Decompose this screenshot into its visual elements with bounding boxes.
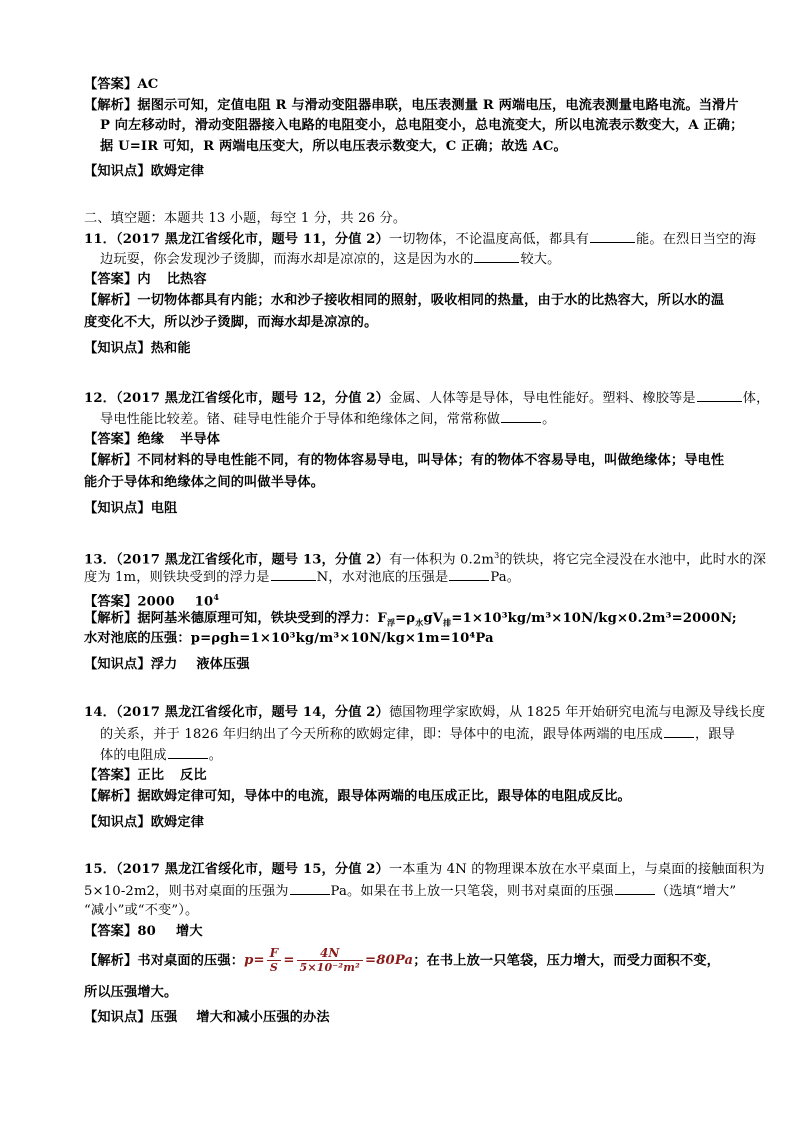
analysis-text: =ρ (395, 611, 416, 626)
q15-stem-line2 (84, 882, 736, 901)
analysis-tag: 【解析】 (84, 953, 138, 969)
fraction (297, 946, 363, 975)
fraction-denominator: S (269, 961, 279, 974)
answer-blank (290, 882, 330, 895)
stem-text: Pa。如果在书上放一只笔袋，则书对桌面的压强 (330, 884, 614, 899)
section-heading: 二、填空题：本题共 13 小题，每空 1 分，共 26 分。 (84, 211, 407, 226)
answer-value: 10 (194, 594, 214, 610)
answer-value: 80 (137, 924, 157, 939)
fraction-numerator: 4N (297, 946, 363, 961)
q14-stem-line2 (100, 725, 735, 744)
q13-knowledge-line (84, 656, 250, 674)
subscript: 排 (443, 617, 452, 628)
q12-stem-line1 (84, 389, 769, 408)
question-head: 14．（2017 黑龙江省绥化市，题号 14，分值 2） (84, 705, 389, 720)
knowledge-tag: 【知识点】 (84, 501, 151, 516)
stem-text: 5×10-2m2，则书对桌面的压强为 (84, 884, 289, 899)
q13-stem-line1 (84, 547, 766, 569)
q11-analysis-line1 (84, 292, 724, 310)
answer-blank (697, 389, 742, 402)
answer-tag: 【答案】 (84, 924, 138, 939)
stem-text: （选填“增大” (655, 884, 737, 899)
knowledge-tag: 【知识点】 (84, 815, 151, 830)
stem-text: 度为 1m，则铁块受到的浮力是 (84, 570, 270, 585)
analysis-tag: 【解析】 (84, 98, 138, 113)
q15-knowledge-line (84, 1009, 330, 1027)
answer-blank (449, 568, 489, 581)
answer-value: 比热容 (166, 272, 207, 287)
stem-text: Pa。 (490, 570, 521, 585)
q12-stem-line2 (100, 410, 555, 429)
q15-analysis-line2: 所以压强增大。 (84, 985, 178, 1000)
stem-text: 能。在烈日当空的海 (636, 232, 757, 247)
question-head: 15．（2017 黑龙江省绥化市，题号 15，分值 2） (84, 862, 389, 877)
stem-text: 的铁块，将它完全浸没在水池中，此时水的深 (499, 552, 767, 568)
analysis-text: 一切物体都具有内能；水和沙子接收相同的照射，吸收相同的热量，由于水的比热容大，所以水的温 (137, 293, 725, 308)
answer-value: AC (137, 77, 159, 92)
answer-blank (615, 882, 655, 895)
formula-result: 80Pa (376, 953, 414, 968)
q12-analysis-line1 (84, 452, 724, 470)
q11-analysis-line2: 度变化不大，所以沙子烫脚，而海水却是凉凉的。 (84, 315, 378, 330)
answer-blank (501, 410, 541, 423)
stem-text: 。 (542, 412, 556, 427)
answer-blank (271, 568, 316, 581)
knowledge-value: 热和能 (150, 341, 191, 356)
q14-stem-line3 (100, 746, 222, 765)
fraction-denominator: 5×10⁻²m² (299, 961, 360, 974)
analysis-text: gV (423, 611, 444, 626)
q11-answer-line (84, 271, 207, 289)
fraction-numerator: F (267, 946, 282, 961)
answer-tag: 【答案】 (84, 77, 138, 92)
superscript: 4 (213, 592, 220, 602)
q13-analysis-line1 (84, 610, 737, 632)
answer-blank (474, 250, 519, 263)
q15-analysis-line1 (84, 946, 720, 977)
knowledge-tag: 【知识点】 (84, 341, 151, 356)
pressure-formula: p= $\frac{F}{S}$ = $\frac{4N}{\text{5×10⁻²m²}}$ =80Pa (244, 946, 414, 974)
q13-analysis-line2: 水对池底的压强：p=ρgh=1×10³kg/m³×10N/kg×1m=10⁴Pa (84, 631, 494, 646)
answer-blank (168, 746, 208, 759)
knowledge-tag: 【知识点】 (84, 164, 151, 179)
q11-stem-line1 (84, 230, 756, 249)
stem-text: 较大。 (520, 252, 561, 267)
analysis-tag: 【解析】 (84, 789, 138, 804)
answer-blank (664, 725, 694, 738)
formula-symbol: p (244, 953, 254, 968)
answer-value: 内 (137, 272, 151, 287)
analysis-text: ；在书上放一只笔袋，压力增大，而受力面积不变， (413, 953, 721, 969)
answer-value: 半导体 (180, 432, 221, 447)
knowledge-value: 欧姆定律 (150, 164, 205, 179)
answer-tag: 【答案】 (84, 768, 138, 783)
q10-analysis-line2: P 向左移动时，滑动变阻器接入电路的电阻变小，总电阻变小，总电流变大，所以电流表示数变大，A 正确； (100, 118, 744, 133)
subscript: 浮 (386, 617, 396, 628)
analysis-text: 据阿基米德原理可知，铁块受到的浮力：F (137, 611, 387, 626)
answer-tag: 【答案】 (84, 594, 138, 610)
q13-stem-line2 (84, 568, 520, 587)
stem-text: 导电性能比较差。锗、硅导电性能介于导体和绝缘体之间，常常称做 (100, 412, 501, 427)
q15-answer-line (84, 923, 203, 941)
q12-analysis-line2: 能介于导体和绝缘体之间的叫做半导体。 (84, 475, 325, 490)
stem-text: 的关系，并于 1826 年归纳出了今天所称的欧姆定律，即：导体中的电流，跟导体两端的电压成 (100, 727, 664, 742)
q10-analysis-line1 (84, 97, 739, 115)
stem-text: 金属、人体等是导体，导电性能好。塑料、橡胶等是 (388, 391, 696, 406)
question-head: 13．（2017 黑龙江省绥化市，题号 13，分值 2） (84, 552, 389, 568)
q14-stem-line1 (84, 704, 765, 722)
analysis-text: 据欧姆定律可知，导体中的电流，跟导体两端的电压成正比，跟导体的电阻成反比。 (137, 789, 631, 804)
q10-knowledge-line (84, 163, 204, 181)
answer-value: 反比 (180, 768, 207, 783)
analysis-tag: 【解析】 (84, 611, 138, 626)
question-head: 12．（2017 黑龙江省绥化市，题号 12，分值 2） (84, 391, 389, 406)
q10-answer-line (84, 76, 158, 94)
superscript: 3 (494, 551, 500, 560)
q12-answer-line (84, 431, 220, 449)
knowledge-value: 欧姆定律 (150, 815, 205, 830)
answer-blank (590, 230, 635, 243)
q15-stem-line1 (84, 861, 765, 879)
fraction (267, 946, 282, 975)
knowledge-tag: 【知识点】 (84, 1010, 151, 1025)
answer-value: 绝缘 (137, 432, 165, 447)
answer-tag: 【答案】 (84, 432, 138, 447)
knowledge-value: 电阻 (150, 501, 178, 516)
analysis-tag: 【解析】 (84, 293, 138, 308)
stem-text: 边玩耍，你会发现沙子烫脚，而海水却是凉凉的，这是因为水的 (100, 252, 474, 267)
stem-text: 有一体积为 0.2m (388, 552, 495, 568)
stem-text: 一本重为 4N 的物理课本放在水平桌面上，与桌面的接触面积为 (388, 862, 765, 877)
q15-stem-line3: “减小”或“不变”）。 (84, 903, 199, 918)
subscript: 水 (415, 617, 424, 628)
analysis-tag: 【解析】 (84, 453, 138, 468)
answer-tag: 【答案】 (84, 272, 138, 287)
answer-value: 正比 (137, 768, 165, 783)
stem-text: 。 (208, 748, 223, 763)
knowledge-value: 浮力 液体压强 (150, 657, 250, 672)
analysis-text: 不同材料的导电性能不同，有的物体容易导电，叫导体；有的物体不容易导电，叫做绝缘体；导电性 (137, 453, 725, 468)
stem-text: N，水对池底的压强是 (316, 570, 449, 585)
analysis-text: =1×10³kg/m³×10N/kg×0.2m³=2000N; (451, 611, 737, 626)
stem-text: 一切物体，不论温度高低，都具有 (388, 232, 590, 247)
q11-knowledge-line (84, 340, 191, 358)
q10-analysis-line3: 据 U=IR 可知，R 两端电压变大，所以电压表示数变大，C 正确；故选 AC。 (100, 139, 567, 154)
stem-text: 德国物理学家欧姆，从 1825 年开始研究电流与电源及导线长度 (388, 705, 766, 720)
q14-answer-line (84, 767, 207, 785)
q14-analysis-line1 (84, 788, 631, 806)
stem-text: 体的电阻成 (100, 748, 167, 763)
knowledge-tag: 【知识点】 (84, 657, 151, 672)
question-head: 11．（2017 黑龙江省绥化市，题号 11，分值 2） (84, 232, 389, 247)
stem-text: 体， (742, 391, 770, 406)
answer-value: 增大 (176, 924, 203, 939)
q14-knowledge-line (84, 814, 204, 832)
stem-text: ，跟导 (695, 727, 736, 742)
answer-value: 2000 (137, 594, 175, 610)
q12-knowledge-line (84, 500, 177, 518)
q11-stem-line2 (100, 250, 560, 269)
analysis-text: 据图示可知，定值电阻 R 与滑动变阻器串联，电压表测量 R 两端电压，电流表测量电路电流。当滑片 (137, 98, 739, 113)
knowledge-value: 压强 增大和减小压强的办法 (150, 1010, 330, 1025)
q13-answer-line (84, 588, 219, 611)
analysis-text: 书对桌面的压强： (137, 953, 245, 969)
